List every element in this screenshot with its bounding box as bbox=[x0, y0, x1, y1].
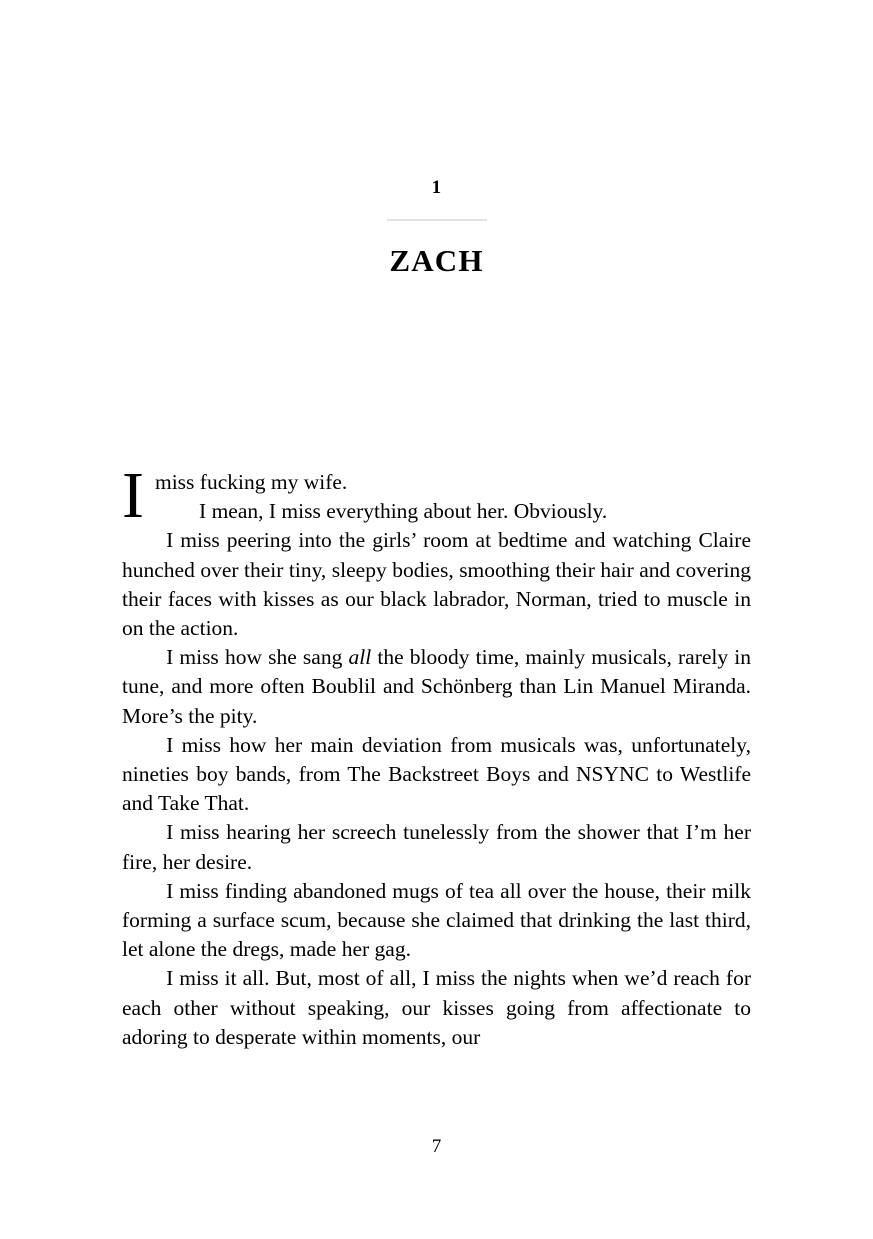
paragraph-2-text: I mean, I miss everything about her. Obviously. bbox=[199, 499, 608, 524]
paragraph-7-text: I miss finding abandoned mugs of tea all over the house, their milk forming a surface scum, because she claimed that drinking the last third, let alone the dregs, made her gag. bbox=[122, 878, 751, 962]
paragraph-4-text-before-italic: I miss how she sang bbox=[166, 645, 349, 670]
paragraph-8-text: I miss it all. But, most of all, I miss the nights when we’d reach for each other without speaking, our kisses going from affectionate to adoring to desperate within moments, our bbox=[122, 966, 751, 1049]
italic-emphasis-all: all bbox=[348, 645, 372, 670]
paragraph-6-text: I miss hearing her screech tunelessly from the shower that I’m her fire, her desire. bbox=[122, 820, 751, 874]
body-text-block bbox=[122, 459, 751, 1052]
paragraph-4-text-after-italic: the bloody time, mainly musicals, rarely in tune, and more often Boublil and Schönberg than Lin Manuel Miranda. More’s the pity. bbox=[122, 645, 751, 728]
paragraph-2 bbox=[122, 497, 751, 526]
paragraph-7 bbox=[122, 877, 751, 965]
paragraph-5-text: I miss how her main deviation from musicals was, unfortunately, nineties boy bands, from The Backstreet Boys and NSYNC to Westlife and Take That. bbox=[122, 732, 751, 816]
paragraph-4 bbox=[122, 643, 751, 731]
paragraph-5 bbox=[122, 731, 751, 819]
drop-cap: I bbox=[122, 459, 144, 532]
page-number: 7 bbox=[431, 1136, 442, 1157]
opening-line-text: miss fucking my wife. bbox=[154, 470, 348, 494]
paragraph-8 bbox=[122, 964, 751, 1052]
paragraph-3 bbox=[122, 526, 751, 643]
chapter-divider-rule bbox=[387, 219, 487, 221]
paragraph-6 bbox=[122, 818, 751, 876]
chapter-number: 1 bbox=[431, 177, 442, 198]
chapter-title: ZACH bbox=[389, 242, 484, 278]
paragraph-3-text: I miss peering into the girls’ room at bedtime and watching Claire hunched over their tiny, sleepy bodies, smoothing their hair and covering their faces with kisses as our black labrador, Norman, tried to muscle in on the action. bbox=[122, 528, 751, 641]
chapter-header bbox=[0, 178, 873, 279]
